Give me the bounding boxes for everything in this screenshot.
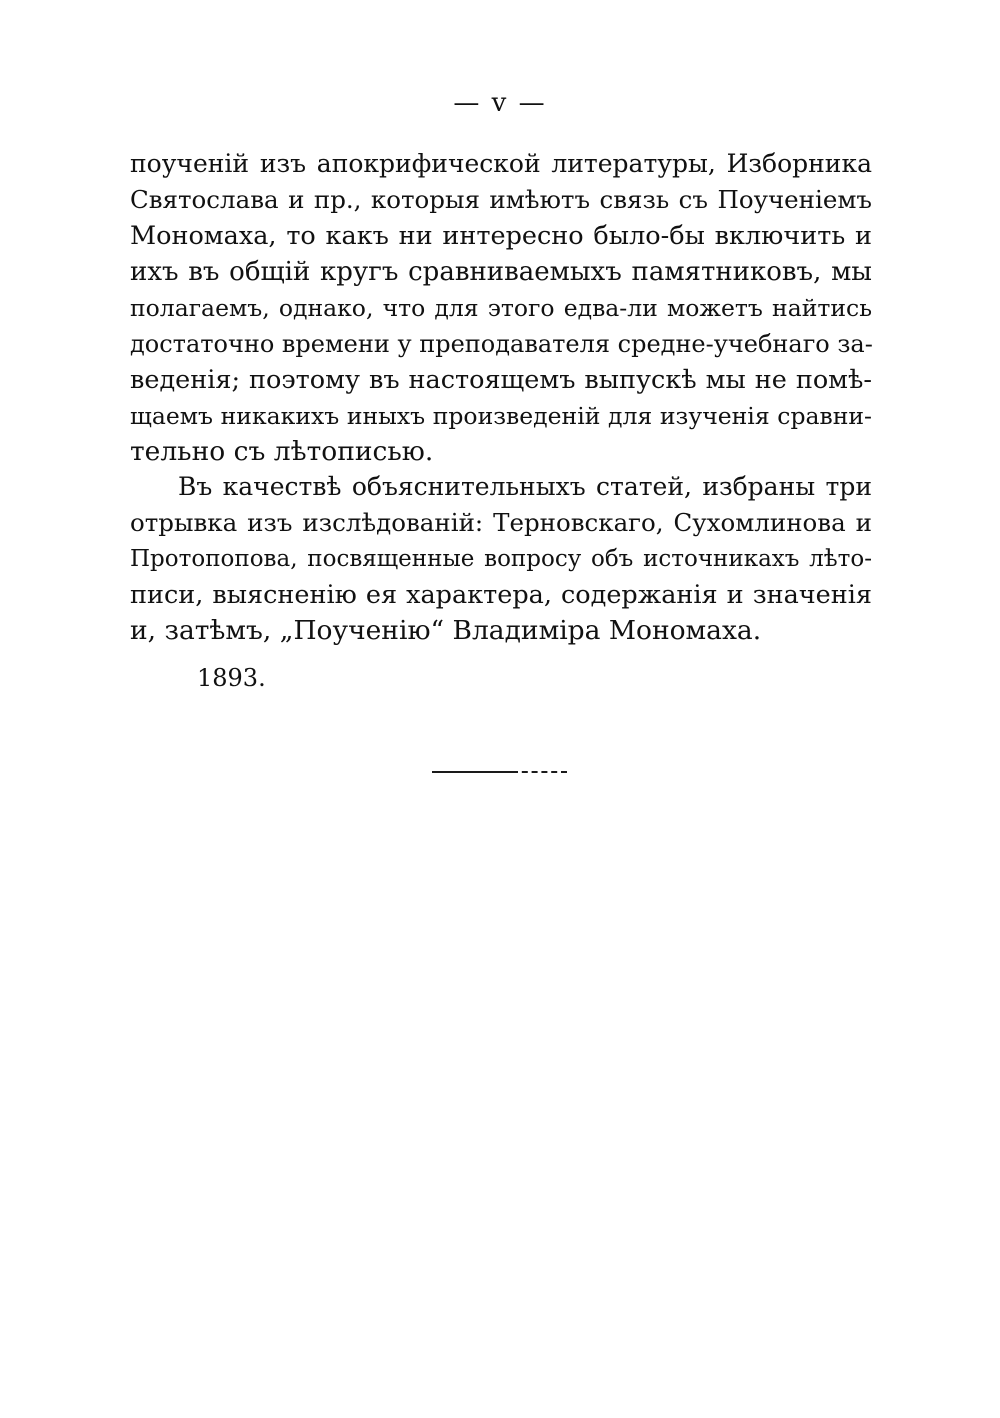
text-line: поученій изъ апокрифической литературы, Изборника [130, 149, 872, 178]
text-line: Въ качествѣ объяснительныхъ статей, избраны три [178, 472, 872, 501]
text-line: щаемъ никакихъ иныхъ произведеній для изученія сравни- [130, 402, 872, 430]
page-number: — v — [453, 88, 547, 118]
text-line: полагаемъ, однако, что для этого едва-ли можетъ найтись [130, 294, 872, 322]
text-line: ихъ въ общій кругъ сравниваемыхъ памятниковъ, мы [130, 257, 872, 287]
text-line: Протопопова, посвященные вопросу объ источникахъ лѣто- [130, 546, 872, 572]
text-line: Мономаха, то какъ ни интересно было-бы включить и [130, 221, 872, 251]
text-line: Святослава и пр., которыя имѣютъ связь съ Поученіемъ [130, 185, 872, 214]
section-divider [432, 770, 567, 774]
text-line: отрывка изъ изслѣдованій: Терновскаго, Сухомлинова и [130, 508, 872, 537]
text-line: тельно съ лѣтописью. [130, 436, 434, 467]
text-line: писи, выясненію ея характера, содержанія и значенія [130, 580, 872, 610]
text-line: веденія; поэтому въ настоящемъ выпускѣ мы не помѣ- [130, 365, 872, 395]
divider-dashed-line [512, 771, 567, 773]
publication-year: 1893. [197, 664, 266, 692]
paragraph-1 [130, 146, 872, 470]
paragraph-2 [130, 469, 872, 649]
text-line: достаточно времени у преподавателя средне-учебнаго за- [130, 330, 873, 358]
divider-solid-line [432, 771, 512, 773]
text-line: и, затѣмъ, „Поученію“ Владиміра Мономаха. [130, 615, 762, 646]
